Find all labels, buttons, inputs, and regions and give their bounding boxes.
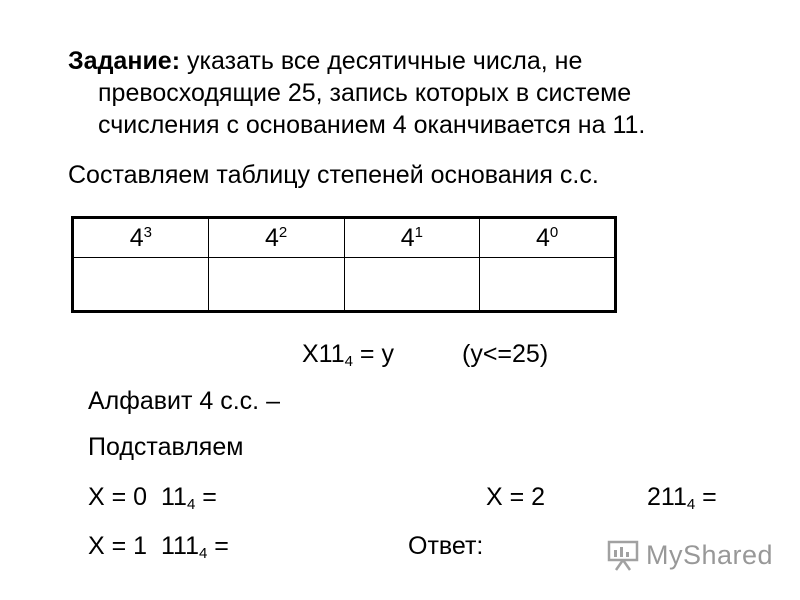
power-cell-3: $4^3$ (73, 218, 209, 258)
empty-cell (73, 258, 209, 312)
presentation-board-icon (606, 538, 640, 572)
answer-label: Ответ: (408, 532, 484, 560)
task-text-1: указать все десятичные числа, не (187, 47, 583, 75)
case-x2-label: X = 2 (486, 483, 546, 511)
case-x1: X = 1 $111_4$ = (88, 532, 229, 562)
empty-cell (208, 258, 344, 312)
task-label: Задание: (68, 47, 181, 75)
watermark-text: MyShared (646, 539, 774, 570)
empty-cell (480, 258, 616, 312)
alphabet-line: Алфавит 4 с.с. – (88, 387, 280, 415)
case-x2-number: $211_4$ = (647, 483, 717, 513)
power-cell-1: $4^1$ (344, 218, 480, 258)
task-text-2: превосходящие 25, запись которых в системе (98, 79, 632, 107)
equation-condition: (y<=25) (462, 340, 549, 368)
power-cell-0: $4^0$ (480, 218, 616, 258)
powers-table (71, 216, 617, 313)
case-x0: X = 0 $11_4$ = (88, 483, 217, 513)
task-statement (68, 45, 758, 141)
empty-cell (344, 258, 480, 312)
substitute-line: Подставляем (88, 433, 244, 461)
power-cell-2: $4^2$ (208, 218, 344, 258)
task-text-3: счисления с основанием 4 оканчивается на 11. (98, 111, 646, 139)
equation: $X11_4 = y$ (302, 340, 394, 370)
table-intro: Составляем таблицу степеней основания с.с. (68, 161, 599, 189)
watermark-logo (606, 538, 773, 572)
